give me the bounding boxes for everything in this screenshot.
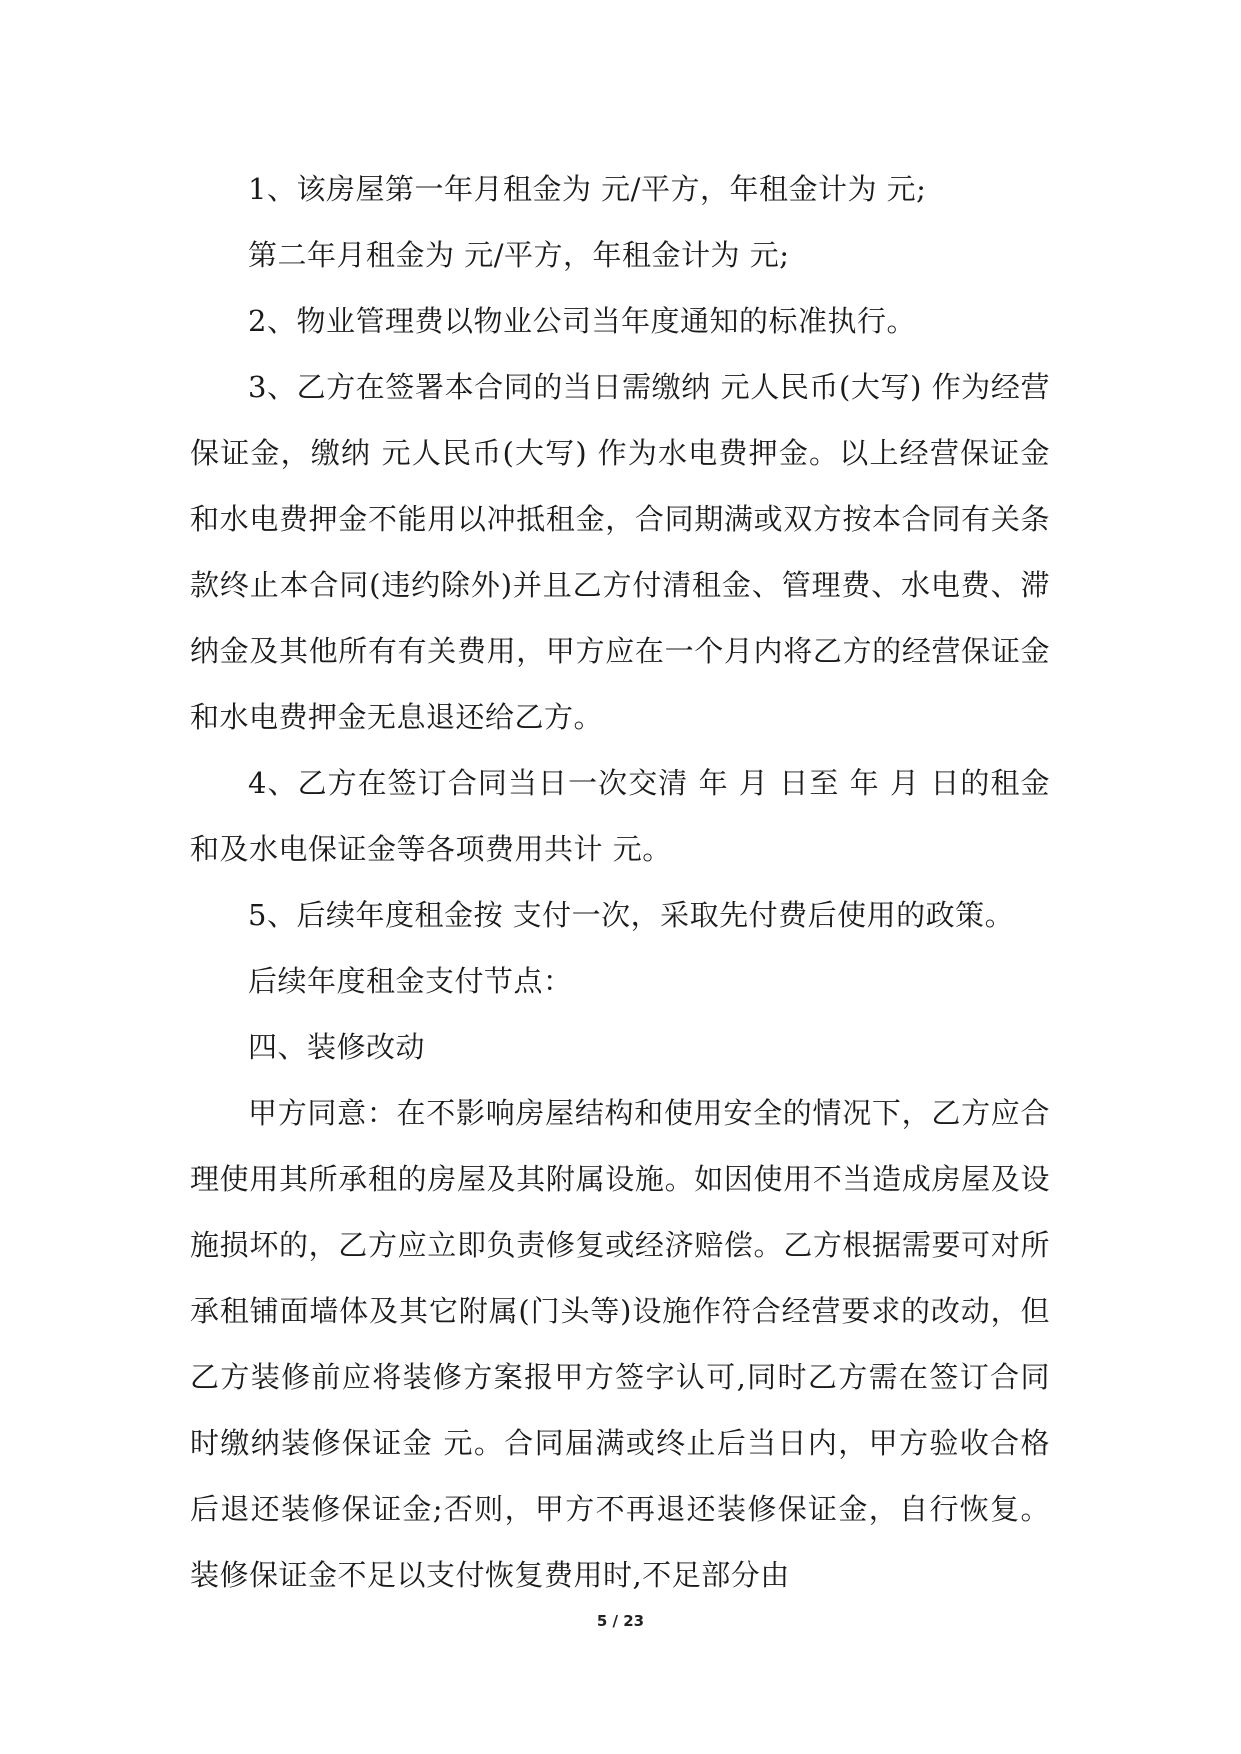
- clause-property-fee: 2、物业管理费以物业公司当年度通知的标准执行。: [248, 304, 916, 338]
- clause-deposits: 3、乙方在签署本合同的当日需缴纳 元人民币(大写) 作为经营保证金，缴纳 元人民币(大写) 作为水电费押金。以上经营保证金和水电费押金不能用以冲抵租金，合同期满或双方按本合同有关条款终止本合同(违约除外)并且乙方付清租金、管理费、水电费、滞纳金及其他所有有关费用，甲方应在一个月内将乙方的经营保证金和水电费押金无息退还给乙方。: [190, 370, 1050, 734]
- clause-rent-year-two: 第二年月租金为 元/平方，年租金计为 元;: [248, 238, 790, 272]
- section-heading-renovation: 四、装修改动: [248, 1030, 426, 1064]
- clause-subsequent-rent: 5、后续年度租金按 支付一次，采取先付费后使用的政策。: [248, 898, 1015, 932]
- clause-initial-payment: 4、乙方在签订合同当日一次交清 年 月 日至 年 月 日的租金和及水电保证金等各项费用共计 元。: [190, 766, 1050, 866]
- clause-rent-year-one: 1、该房屋第一年月租金为 元/平方，年租金计为 元;: [248, 172, 927, 206]
- page-number: 5 / 23: [596, 1612, 645, 1630]
- clause-payment-nodes: 后续年度租金支付节点：: [248, 964, 573, 998]
- clause-renovation: 甲方同意：在不影响房屋结构和使用安全的情况下，乙方应合理使用其所承租的房屋及其附属设施。如因使用不当造成房屋及设施损坏的，乙方应立即负责修复或经济赔偿。乙方根据需要可对所承租铺面墙体及其它附属(门头等)设施作符合经营要求的改动，但乙方装修前应将装修方案报甲方签字认可,同时乙方需在签订合同时缴纳装修保证金 元。合同届满或终止后当日内，甲方验收合格后退还装修保证金;否则，甲方不再退还装修保证金，自行恢复。装修保证金不足以支付恢复费用时,不足部分由: [190, 1096, 1050, 1592]
- contract-body: [190, 156, 1050, 1608]
